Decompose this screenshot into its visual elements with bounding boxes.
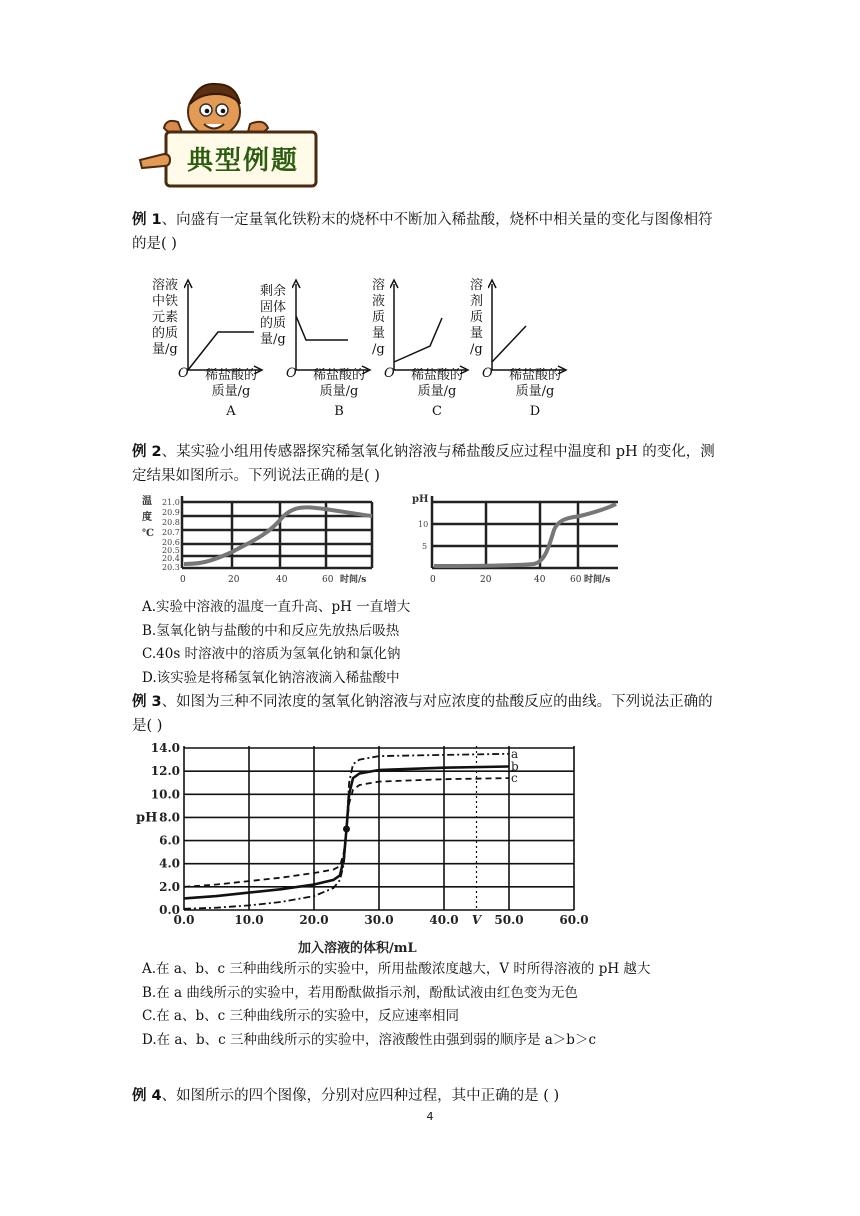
q3-xtick: 10.0 [234,913,264,927]
q3-xtick: 30.0 [364,913,394,927]
q3-series-label-c: c [511,771,518,786]
q3-ytick: 8.0 [159,810,180,825]
q1-text: 、向盛有一定量氧化铁粉末的烧杯中不断加入稀盐酸，烧杯中相关量的变化与图像相符 [161,212,713,228]
q2-ph-xtick: 20 [480,575,492,585]
q3-xlabel: 加入溶液的体积/mL [298,941,417,956]
q3-option-c: C.在 a、b、c 三种曲线所示的实验中，反应速率相同 [142,1008,459,1024]
banner-text: 典型例题 [186,146,299,176]
q1-graphs [148,278,588,418]
q3-xtick: 50.0 [494,913,524,927]
q2-temp-ylabel-3: ℃ [142,528,154,539]
q3-label: 例 3 [132,694,162,710]
q1-graph-a-ylabel: 溶液 中铁 元素 的质 量/g [152,278,179,357]
q1-graph-c-ylabel: 溶 液 质 量 /g [372,278,386,357]
question-4 [132,1084,732,1108]
q3-xtick: V [471,913,482,927]
q3-option-b: B.在 a 曲线所示的实验中，若用酚酞做指示剂，酚酞试液由红色变为无色 [142,984,578,1001]
q2-temp-xtick: 0 [180,575,186,585]
q3-text: 、如图为三种不同浓度的氢氧化钠溶液与对应浓度的盐酸反应的曲线。下列说法正确的 [161,694,713,710]
q3-ytick: 10.0 [150,787,180,802]
q2-text-line2: 定结果如图所示。下列说法正确的是( ) [132,468,380,484]
q1-graph-a-origin: O [178,366,189,381]
q2-ph-chart [410,490,630,590]
q2-ph-xtick: 60 [570,575,582,585]
q1-text-line2: 的是( ) [132,236,177,252]
q3-ylabel: pH [136,810,158,826]
q1-graph-b [292,278,372,374]
q2-ph-xlabel: 时间/s [584,575,611,585]
question-2 [132,440,732,488]
q2-temperature-chart [140,490,400,590]
q2-ph-xtick: 40 [534,575,546,585]
page-number: 4 [426,1110,434,1123]
q2-temp-ytick: 21.0 [162,498,180,507]
q2-temp-xtick: 60 [322,575,334,585]
q1-graph-b-origin: O [286,366,297,381]
example-banner [138,82,318,192]
q2-temp-ylabel-2: 度 [142,512,152,523]
q3-xtick: 0.0 [173,913,195,927]
q2-options [142,596,742,690]
q2-ph-ytick: 5 [422,542,428,551]
q2-option-a: A.实验中溶液的温度一直升高、pH 一直增大 [142,599,411,615]
q2-ph-xtick: 0 [430,575,436,585]
q1-graph-d [488,278,568,374]
q3-ytick: 12.0 [150,764,180,779]
q1-graph-d-xlabel: 稀盐酸的 质量/g D [508,368,561,419]
q3-series-label-b: b [511,759,519,774]
q2-temp-xtick: 40 [276,575,288,585]
q2-temp-ytick: 20.6 [162,538,180,547]
q3-ytick: 14.0 [150,741,180,755]
q2-ph-ylabel: pH [412,494,429,505]
q3-option-d: D.在 a、b、c 三种曲线所示的实验中，溶液酸性由强到弱的顺序是 a＞b＞c [142,1031,597,1048]
q2-temp-ytick: 20.5 [162,546,180,555]
q2-label: 例 2 [132,444,162,460]
q1-graph-a-xlabel: 稀盐酸的 质量/g A [204,368,257,419]
question-3 [132,690,732,738]
q3-ytick: 0.0 [159,903,180,917]
q1-graph-d-ylabel: 溶 剂 质 量 /g [470,278,484,357]
q1-label: 例 1 [132,212,162,228]
q2-temp-xtick: 20 [228,575,240,585]
q3-text-line2: 是( ) [132,718,163,734]
q2-temp-ylabel-1: 温 [142,496,152,507]
q4-text: 、如图所示的四个图像，分别对应四种过程，其中正确的是 ( ) [161,1088,560,1104]
q2-temp-xlabel: 时间/s [340,575,367,585]
q3-ytick: 6.0 [159,833,180,848]
q3-option-a: A.在 a、b、c 三种曲线所示的实验中，所用盐酸浓度越大，V 时所得溶液的 pH 越大 [142,961,651,977]
q2-ph-ytick: 10 [418,520,429,529]
q2-option-c: C.40s 时溶液中的溶质为氢氧化钠和氯化钠 [142,646,401,662]
q4-label: 例 4 [132,1088,162,1104]
q3-equivalence-point [343,826,350,833]
q3-ph-chart [130,734,600,956]
q3-ytick: 2.0 [159,879,180,894]
q3-series-label-a: a [511,746,519,761]
q3-xtick: 20.0 [299,913,329,927]
q2-temp-ytick: 20.9 [162,508,180,517]
q1-graph-c-origin: O [384,366,395,381]
q2-temp-ytick: 20.4 [162,554,180,563]
q1-graph-b-ylabel: 剩余 固体 的质 量/g [260,284,287,347]
q3-ytick: 4.0 [159,856,180,871]
q3-xtick: 40.0 [429,913,459,927]
q2-temp-ytick: 20.3 [162,563,180,572]
q1-graph-a [184,278,264,374]
q2-text: 、某实验小组用传感器探究稀氢氧化钠溶液与稀盐酸反应过程中温度和 pH 的变化，测 [161,444,715,460]
q3-xtick: 60.0 [559,913,589,927]
q2-option-b: B.氢氧化钠与盐酸的中和反应先放热后吸热 [142,622,400,639]
q3-options [142,958,782,1052]
q1-graph-c [390,278,470,374]
q2-option-d: D.该实验是将稀氢氧化钠溶液滴入稀盐酸中 [142,669,400,686]
q1-graph-d-origin: O [482,366,493,381]
q1-graph-c-xlabel: 稀盐酸的 质量/g C [410,368,463,419]
q1-graph-b-xlabel: 稀盐酸的 质量/g B [312,368,365,419]
question-1 [132,208,732,256]
q2-temp-ytick: 20.8 [162,518,180,527]
q2-temp-ytick: 20.7 [162,528,180,537]
